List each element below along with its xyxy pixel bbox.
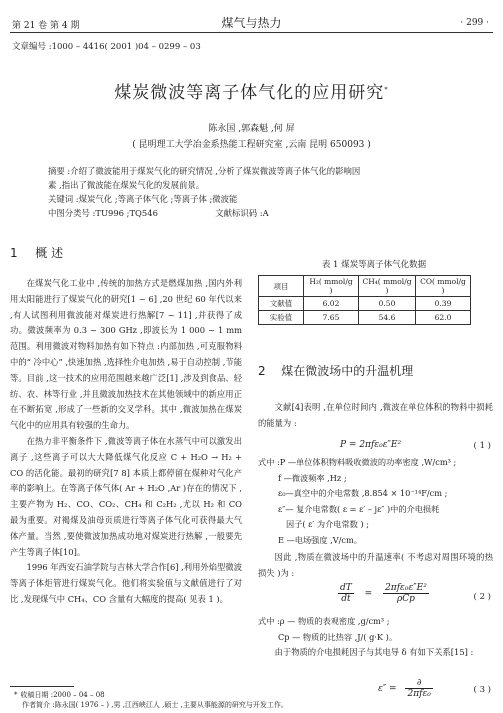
title-footnote-mark: *: [384, 85, 389, 94]
footnote-author: 作者简介 :陈永国( 1976 – ) ,男 ,江西峡江人 ,硕士 ,主要从事能源的研究与开发工作。: [22, 701, 288, 709]
eq2-rhs-denominator: ρCp: [396, 594, 415, 604]
page-number: · 299 ·: [460, 18, 489, 28]
section-1-paragraph-3: 1996 年西安石油学院与吉林大学合作[6] ,利用外焰型微波等离子体炬管进行煤炭气化。他们将实验值与文献值进行了对比 ,发现煤气中 CH₄、CO 含量有大幅度的提高( 见表 1 )。: [10, 562, 242, 604]
section-1-title: 概 述: [35, 246, 64, 260]
section-1-paragraph-2: 在热力非平衡条件下 ,微波等离子体在水蒸气中可以激发出离子 ,这些离子可以大大降低煤气化反应 C + H₂O → H₂ + CO 的活化能。最初的研究[7 8] 本质上都停留在煤种对气化产率的影响上。在等离子体气体( Ar + H₂O ,Ar )存在的情况下 ,主要产物为 H₂、CO、CO₂、CH₄ 和 C₂H₂ ,尤以 H₂ 和 CO 最为重要。对褐煤及油母页质进行等离子体气化可获得最大气体产量。当然 ,要使微波加热成功地对煤炭进行热解 ,一般要先产生等离子体[10]。: [10, 435, 242, 557]
volume-issue: 第 21 卷 第 4 期: [12, 21, 80, 31]
table-row: [259, 311, 471, 325]
equation-3: [378, 678, 433, 699]
eq3-denominator: 2πfε₀: [407, 689, 431, 699]
eq2-lhs-denominator: dt: [341, 594, 351, 604]
section-2-heading: [258, 362, 413, 379]
eq3-lhs: ε″ =: [378, 683, 397, 694]
article-title: 煤炭微波等离子体气化的应用研究*: [114, 83, 389, 103]
section-2-paragraph-3: 由于物质的介电损耗因子与其电导 δ 有如下关系[15] :: [274, 647, 474, 657]
eq2-rhs-numerator: 2πfε₀ε″E²: [385, 583, 427, 593]
table-header-row: [259, 276, 471, 297]
table-cell: 0.39: [416, 297, 471, 311]
section-2-title: 煤在微波场中的升温机理: [281, 364, 414, 378]
definition-line: Cp — 物质的比热容 ,J/( g·K )。: [278, 631, 398, 642]
table-header-cell: H₂( mmol/g ): [304, 276, 359, 297]
abstract: [48, 164, 466, 220]
authors: 陈永国 ,郭森魁 ,何 屏: [208, 124, 295, 134]
table-cell: 6.02: [304, 297, 359, 311]
table-1: [258, 275, 471, 325]
equation-2: $\frac{dT}{dt}$ = 2πfε₀ε″E² ρCp: [340, 583, 427, 604]
data-table: [258, 275, 471, 325]
keywords: 关键词 :煤炭气化 ;等离子体气化 ;等离子体 ;微波能: [48, 194, 238, 204]
definition-line: 式中 :ρ — 物质的表观密度 ,g/cm³ ;: [258, 616, 390, 626]
table-cell: 7.65: [304, 311, 359, 325]
classification-number: 中图分类号 :TU996 ;TQ546: [48, 208, 158, 218]
table-cell: 0.50: [359, 297, 416, 311]
footnote-rule: [10, 686, 74, 687]
section-2-paragraph-2: 因此 ,物质在微波场中的升温速率( 不考虑对周围环境的热损失 )为 :: [258, 552, 493, 578]
table-header-cell: CO( mmol/g ): [416, 276, 471, 297]
section-1-number: 1: [10, 246, 18, 260]
classification-row: [48, 206, 466, 220]
article-id: 文章编号 :1000 – 4416( 2001 )04 – 0299 – 03: [12, 42, 201, 52]
footnote-received: * 收稿日期 :2000 – 04 – 08: [14, 691, 105, 699]
section-2-number: 2: [258, 364, 266, 378]
abstract-line-2: 素 ,指出了微波能在煤炭气化的发展前景。: [48, 180, 205, 190]
equation-1-number: ( 1 ): [473, 441, 491, 451]
left-column: [10, 276, 242, 608]
definitions-2: [258, 614, 397, 645]
equation-3-number: ( 3 ): [473, 685, 491, 695]
header-rule: [10, 32, 493, 33]
definition-line: 因子( ε′ 为介电常数 ) ;: [286, 519, 369, 529]
document-code: 文献标识码 :A: [215, 208, 269, 218]
table-1-caption: 表 1 煤炭等离子体气化数据: [321, 260, 427, 270]
journal-name: 煤气与热力: [221, 16, 282, 30]
abstract-line-1: 摘要 :介绍了微波能用于煤炭气化的研究情况 ,分析了煤炭微波等离子体气化的影响因: [48, 166, 361, 176]
table-cell: 实验值: [259, 311, 304, 325]
definitions-1: [258, 455, 456, 548]
definition-line: f —微波频率 ,Hz ;: [278, 472, 347, 483]
table-cell: 54.6: [359, 311, 416, 325]
affiliation: ( 昆明理工大学冶金系热能工程研究室 ,云南 昆明 650093 ): [132, 140, 371, 150]
definition-line: ε″— 复介电常数( ε = ε′ – jε″ )中的介电损耗: [278, 503, 440, 514]
equation-2-number: ( 2 ): [473, 592, 491, 602]
eq2-lhs-numerator: dT: [340, 583, 352, 593]
equation-1: P = 2πfε₀ε″E²: [340, 440, 402, 450]
table-header-cell: 项目: [259, 276, 304, 297]
definition-line: E —电场强度 ,V/cm。: [278, 534, 362, 545]
eq3-numerator: ∂: [405, 678, 432, 689]
section-1-paragraph-1: 在煤炭气化工业中 ,传统的加热方式是燃煤加热 ,国内外利用太阳能进行了煤炭气化的研究[1 ~ 6] ,20 世纪 60 年代以来 ,有人试图利用微波能对煤炭进行热解[7 ~ 11] ,并获得了成功。微波频率为 0.3 ~ 300 GHz ,即波长为 1 000 ~ 1 mm 范围。利用微波对物料加热有如下特点 :内部加热 ,可克服物料中的“ 冷中心” ,快速加热 ,选择性介电加热 ,易于自动控制 ,节能等。目前 ,这一技术的应用范围越来越广泛[1] ,涉及到食品、轻纺、农、林等行业 ,并且微波加热技术在其他领域中的新应用正在不断拓宽 ,形成了一些新的交叉学科。其中 ,微波加热在煤炭气化中的应用具有较强的生命力。: [10, 278, 242, 431]
definition-line: 式中 :P —单位体积物料吸收微波的功率密度 ,W/cm³ ;: [258, 457, 457, 467]
table-cell: 文献值: [259, 297, 304, 311]
section-1-heading: [10, 244, 63, 261]
table-cell: 62.0: [416, 311, 471, 325]
section-2-intro: 文献[4]表明 ,在单位时间内 ,微波在单位体积的物料中损耗的能量为 :: [258, 402, 493, 428]
definition-line: ε₀—真空中的介电常数 ,8.854 × 10⁻¹⁴F/cm ;: [278, 488, 448, 498]
table-row: [259, 297, 471, 311]
table-header-cell: CH₄( mmol/g ): [359, 276, 416, 297]
